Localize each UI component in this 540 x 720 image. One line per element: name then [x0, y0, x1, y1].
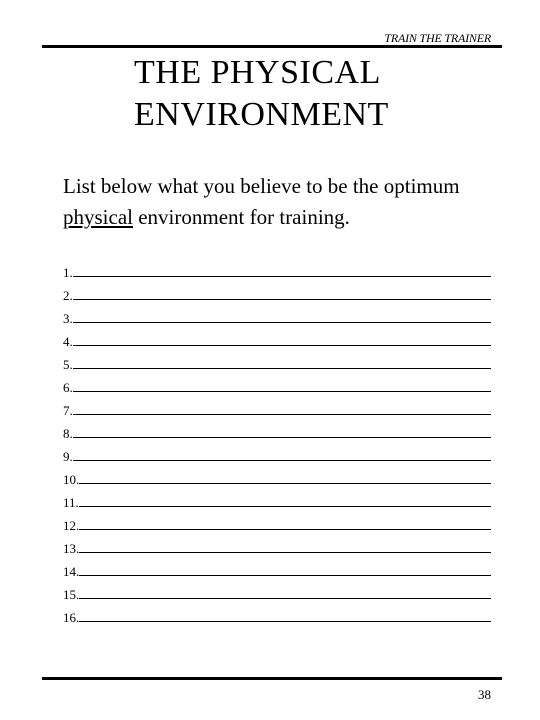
answer-line-item — [63, 486, 491, 509]
answer-line-number: 1. — [63, 265, 73, 280]
answer-line-number: 13. — [63, 541, 80, 556]
answer-line-item — [63, 509, 491, 532]
answer-line-item — [63, 325, 491, 348]
answer-line-item — [63, 417, 491, 440]
instructions-text-after: environment for training. — [132, 205, 350, 229]
answer-blank-line[interactable] — [73, 367, 491, 369]
answer-blank-line[interactable] — [73, 390, 491, 392]
instructions-emphasis: physical — [63, 205, 133, 229]
answer-blank-line[interactable] — [79, 528, 491, 530]
bottom-rule — [42, 677, 502, 680]
answer-blank-line[interactable] — [79, 505, 491, 507]
page-title-line-2: ENVIRONMENT — [134, 96, 389, 133]
answer-line-number: 3. — [63, 311, 73, 326]
answer-line-number: 6. — [63, 380, 73, 395]
page-title — [134, 52, 389, 136]
answer-line-number: 14. — [63, 564, 80, 579]
answer-line-item — [63, 263, 491, 279]
answer-blank-line[interactable] — [79, 574, 491, 576]
answer-blank-line[interactable] — [79, 620, 491, 622]
answer-line-item — [63, 279, 491, 302]
answer-line-item — [63, 532, 491, 555]
answer-line-number: 2. — [63, 288, 73, 303]
answer-blank-line[interactable] — [73, 298, 491, 300]
answer-line-number: 12. — [63, 518, 80, 533]
top-rule — [42, 45, 502, 48]
answer-line-number: 16. — [63, 610, 80, 625]
answer-line-number: 7. — [63, 403, 73, 418]
answer-line-number: 5. — [63, 357, 73, 372]
answer-blank-line[interactable] — [79, 597, 491, 599]
answer-line-number: 11. — [63, 495, 79, 510]
answer-line-number: 15. — [63, 587, 80, 602]
answer-blank-line[interactable] — [79, 482, 491, 484]
answer-line-item — [63, 302, 491, 325]
answer-line-item — [63, 555, 491, 578]
answer-blank-line[interactable] — [73, 275, 491, 277]
answer-line-number: 10. — [63, 472, 80, 487]
answer-line-number: 9. — [63, 449, 73, 464]
answer-line-number: 8. — [63, 426, 73, 441]
instructions-text-before: List below what you believe to be the optimum — [63, 174, 460, 198]
answer-line-item — [63, 463, 491, 486]
answer-blank-line[interactable] — [73, 344, 491, 346]
page-title-line-1: THE PHYSICAL — [134, 54, 381, 91]
answer-blank-line[interactable] — [73, 413, 491, 415]
instructions-text — [63, 171, 503, 233]
answer-blank-line[interactable] — [73, 436, 491, 438]
answer-line-item — [63, 440, 491, 463]
answer-line-item — [63, 601, 491, 624]
answer-blank-line[interactable] — [73, 321, 491, 323]
answer-line-item — [63, 578, 491, 601]
answer-blank-line[interactable] — [73, 459, 491, 461]
running-header: TRAIN THE TRAINER — [384, 31, 491, 45]
answer-line-item — [63, 394, 491, 417]
answer-list — [63, 263, 491, 624]
page-number: 38 — [478, 687, 491, 702]
answer-line-number: 4. — [63, 334, 73, 349]
answer-line-item — [63, 371, 491, 394]
answer-line-item — [63, 348, 491, 371]
answer-blank-line[interactable] — [79, 551, 491, 553]
